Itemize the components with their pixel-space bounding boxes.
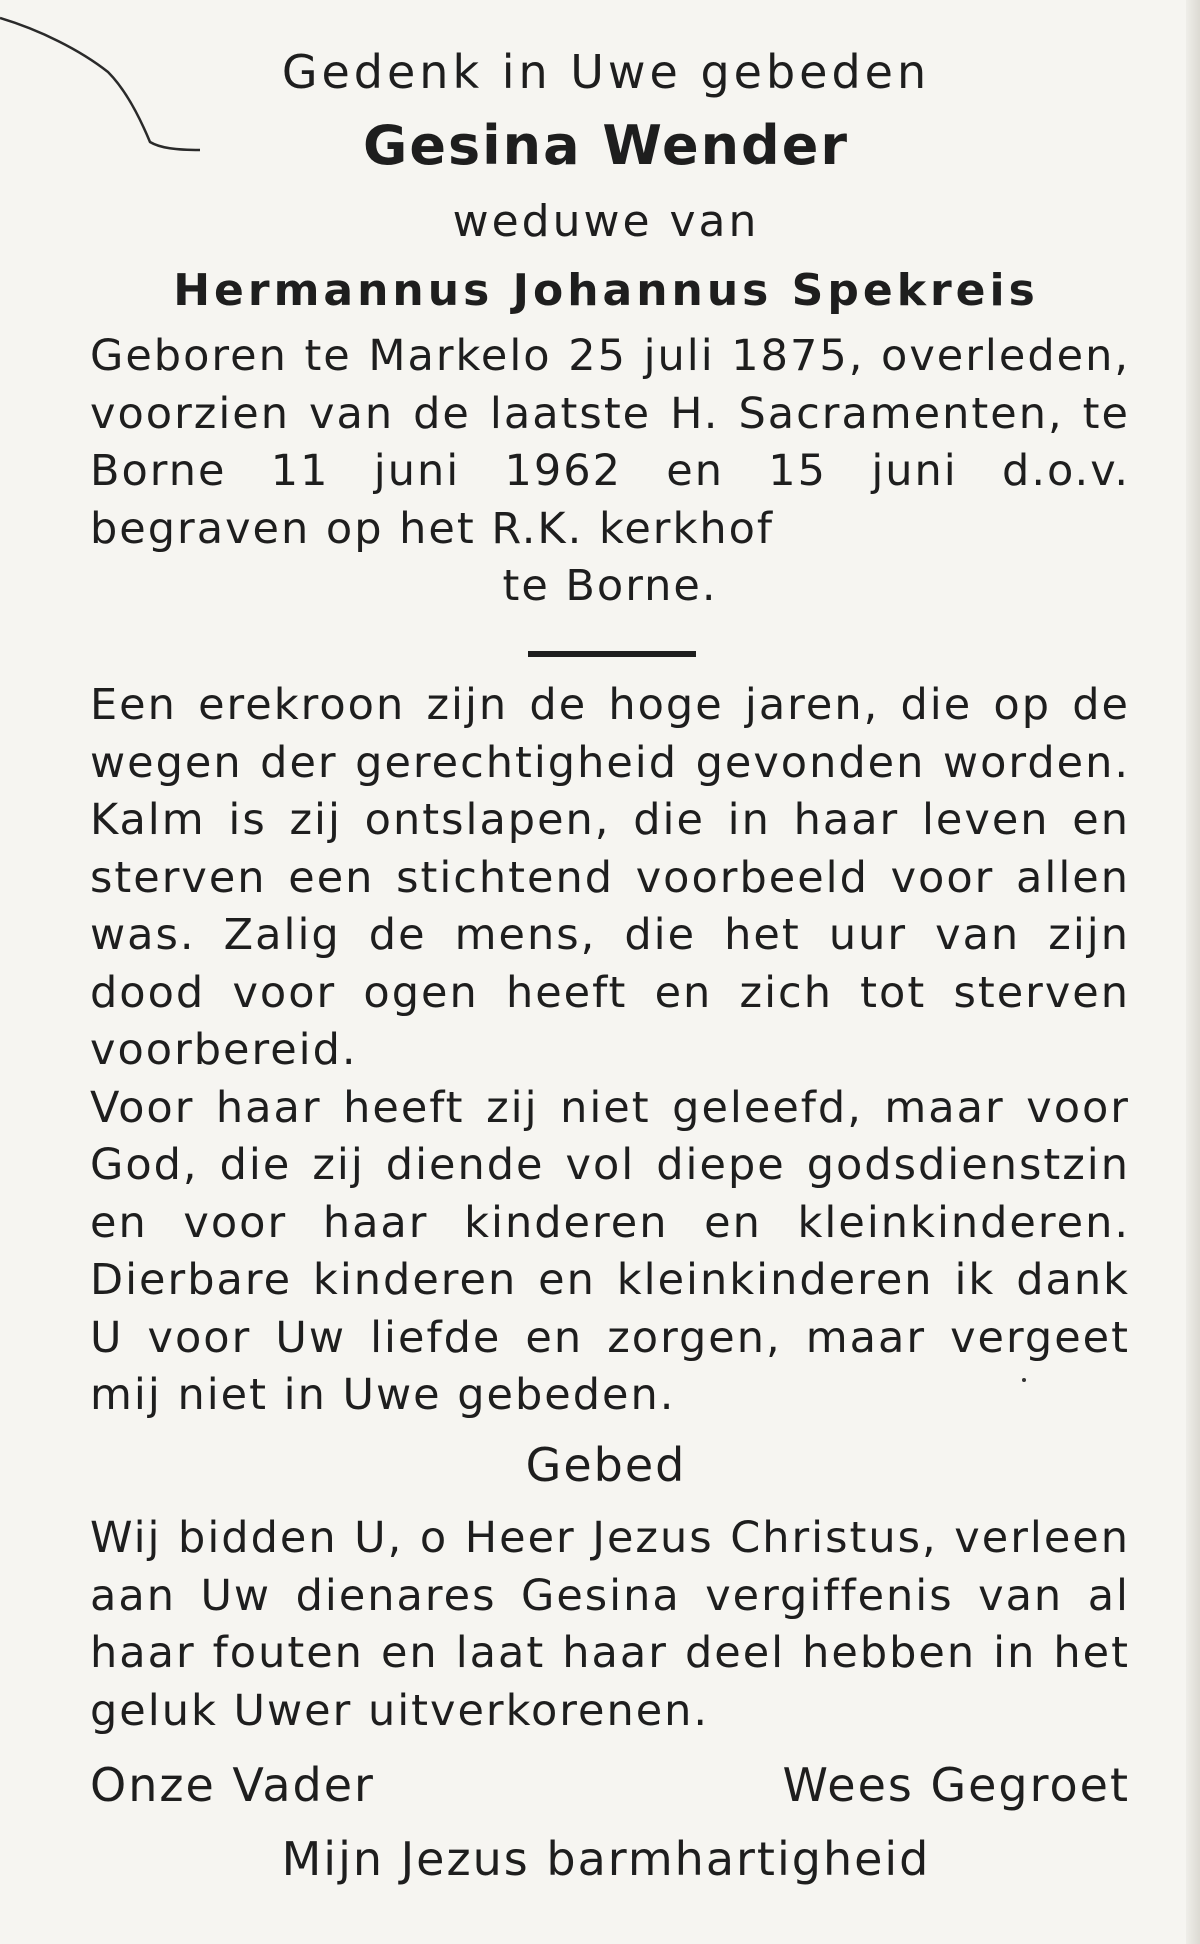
prayer-title: Gebed	[525, 1438, 687, 1492]
birth-death-last-line: te Borne.	[502, 561, 718, 611]
intro-line: Gedenk in Uwe gebeden	[281, 45, 931, 99]
birth-death-main: Geboren te Markelo 25 juli 1875, overleden, voorzien van de laatste H. Sacramenten, te Borne 11 juni 1962 en 15 juni d.o.v. begraven op het R.K. kerkhof	[90, 331, 1130, 554]
prayer-paragraph: Wij bidden U, o Heer Jezus Christus, verleen aan Uw dienares Gesina vergiffenis van al haar fouten en laat haar deel hebben in het geluk Uwer uitverkorenen.	[90, 1513, 1130, 1736]
widow-of-line: weduwe van	[452, 196, 760, 247]
husband-name: Hermannus Johannus Spekreis	[173, 265, 1039, 316]
prayer-right: Wees Gegroet	[782, 1758, 1130, 1812]
closing-line: Mijn Jezus barmhartigheid	[281, 1832, 931, 1886]
ink-speck	[1022, 1378, 1026, 1382]
prayer-left: Onze Vader	[90, 1758, 375, 1812]
prayer-names-row	[90, 1752, 1130, 1818]
verse-paragraph-1: Een erekroon zijn de hoge jaren, die op de wegen der gerechtigheid gevonden worden. Kalm is zij ontslapen, die in haar leven en sterven een stichtend voorbeeld voor allen was. Zalig de mens, die het uur van zijn dood voor ogen heeft en zich tot sterven voorbereid.	[90, 680, 1130, 1075]
section-divider	[528, 651, 696, 657]
verse-text	[90, 677, 1130, 1425]
birth-death-text	[90, 328, 1130, 616]
prayer-text	[90, 1510, 1130, 1740]
verse-paragraph-2: Voor haar heeft zij niet geleefd, maar voor God, die zij diende vol diepe godsdienstzin en voor haar kinderen en kleinkinderen. Dierbare kinderen en kleinkinderen ik dank U voor Uw liefde en zorgen, maar vergeet mij niet in Uwe gebeden.	[90, 1082, 1130, 1420]
deceased-name: Gesina Wender	[363, 114, 849, 177]
card-header	[0, 38, 1200, 324]
card-right-edge	[1186, 0, 1200, 1944]
